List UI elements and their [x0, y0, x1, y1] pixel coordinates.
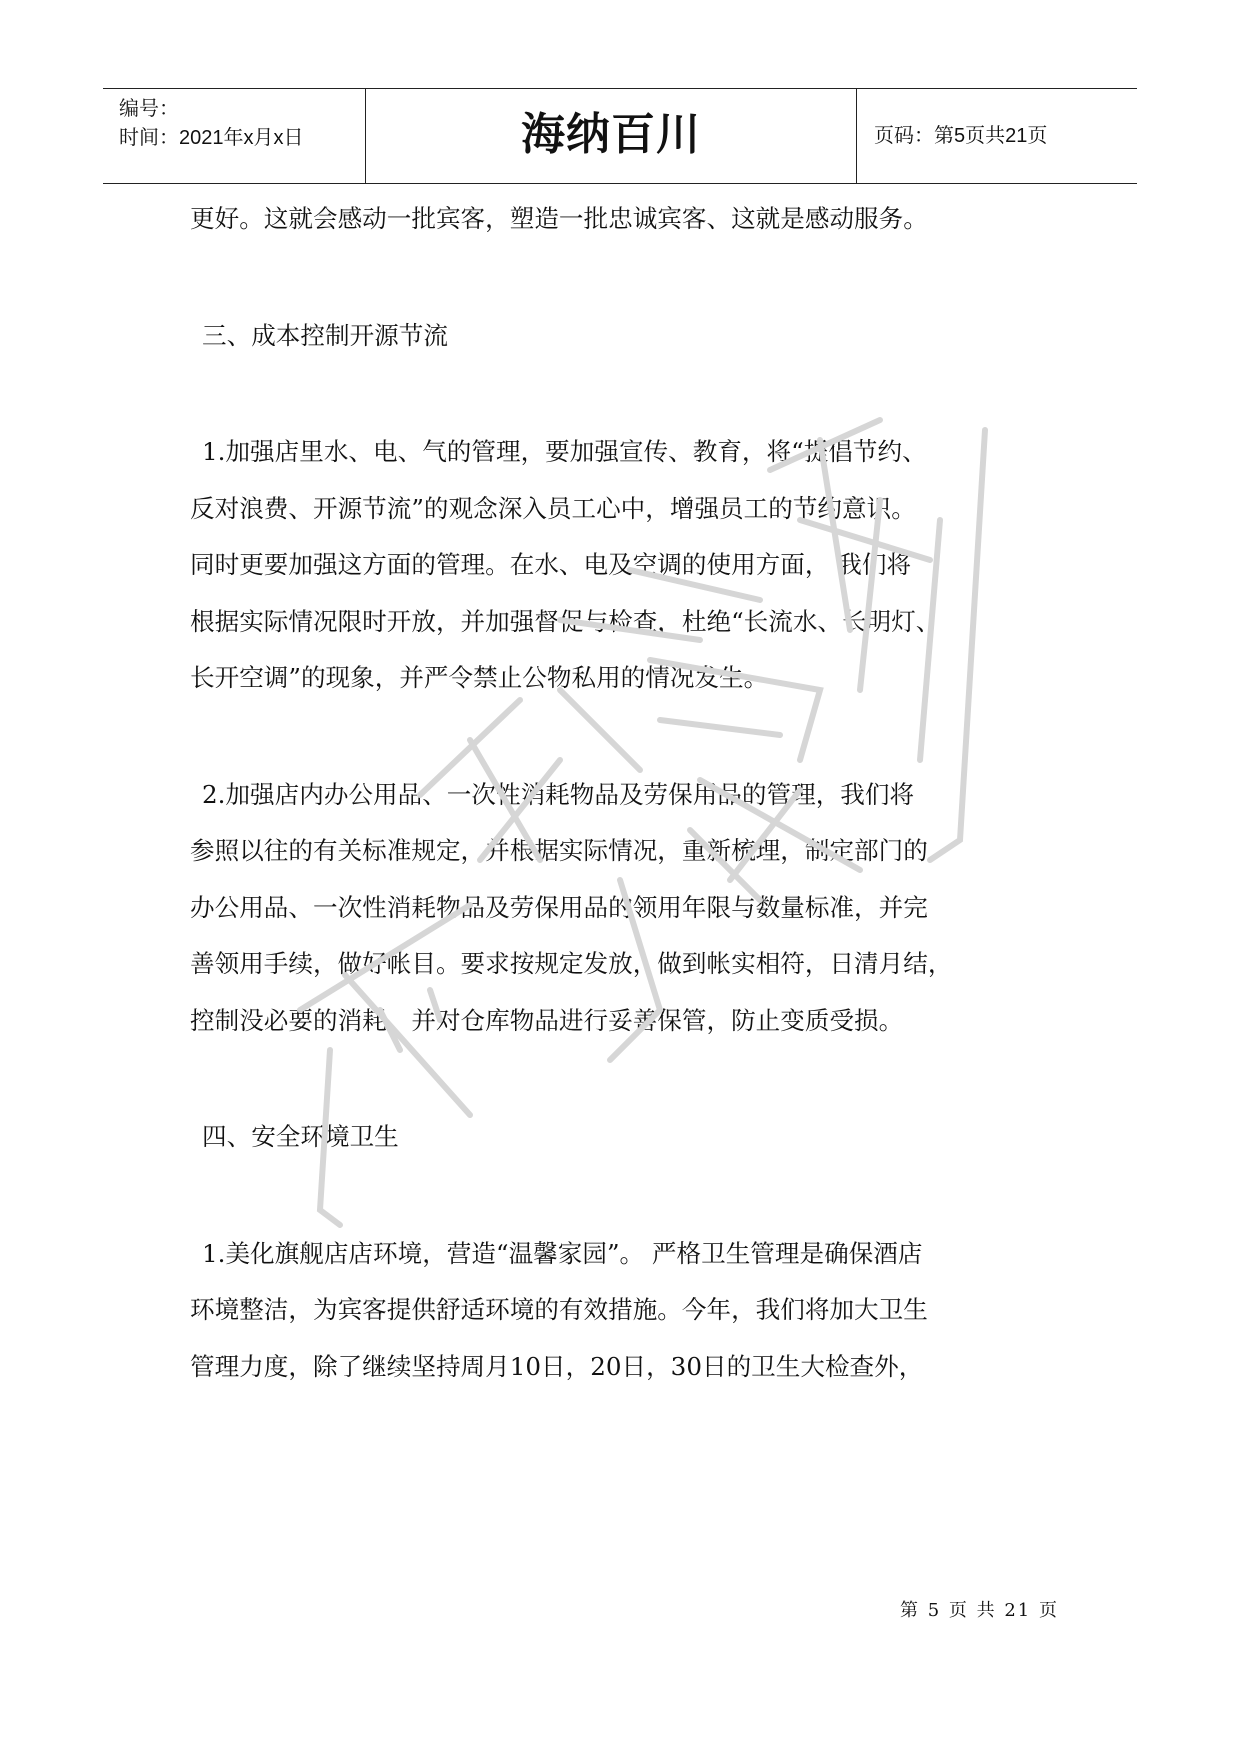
section-heading: 四、安全环境卫生 [202, 1122, 399, 1151]
section-heading: 三、成本控制开源节流 [202, 321, 448, 350]
body-line: 1.加强店里水、电、气的管理，要加强宣传、教育，将“提倡节约、 [202, 437, 927, 466]
header-page-code: 页码：第5页共21页 [874, 125, 1048, 147]
body-line: 环境整洁，为宾客提供舒适环境的有效措施。今年，我们将加大卫生 [190, 1295, 928, 1324]
document-number-label: 编号： [119, 98, 179, 120]
header-meta [119, 95, 304, 153]
body-line: 长开空调”的现象，并严令禁止公物私用的情况发生。 [190, 663, 769, 692]
body-line: 根据实际情况限时开放，并加强督促与检查，杜绝“长流水、长明灯、 [190, 607, 941, 636]
body-line: 参照以往的有关标准规定，并根据实际情况，重新梳理，制定部门的 [190, 836, 928, 865]
body-line: 反对浪费、开源节流”的观念深入员工心中，增强员工的节约意识。 [190, 494, 916, 523]
body-line: 1.美化旗舰店店环境，营造“温馨家园”。 严格卫生管理是确保酒店 [202, 1239, 923, 1268]
watermark-strokes [300, 420, 985, 1225]
header-divider [856, 89, 857, 183]
body-line: 控制没必要的消耗，并对仓库物品进行妥善保管，防止变质受损。 [190, 1006, 904, 1035]
header-table [103, 88, 1137, 184]
body-line: 管理力度，除了继续坚持周月10日，20日，30日的卫生大检查外， [190, 1352, 924, 1381]
page-footer: 第 5 页 共 21 页 [900, 1600, 1059, 1621]
body-line: 办公用品、一次性消耗物品及劳保用品的领用年限与数量标准，并完 [190, 893, 928, 922]
document-time: 时间：2021年x月x日 [119, 127, 304, 149]
body-line: 2.加强店内办公用品、一次性消耗物品及劳保用品的管理，我们将 [202, 780, 915, 809]
body-line: 更好。这就会感动一批宾客，塑造一批忠诚宾客、这就是感动服务。 [190, 204, 928, 233]
header-brand-title: 海纳百川 [521, 109, 701, 160]
body-line: 善领用手续，做好帐目。要求按规定发放，做到帐实相符，日清月结， [190, 949, 953, 978]
body-line: 同时更要加强这方面的管理。在水、电及空调的使用方面， 我们将 [190, 550, 912, 579]
